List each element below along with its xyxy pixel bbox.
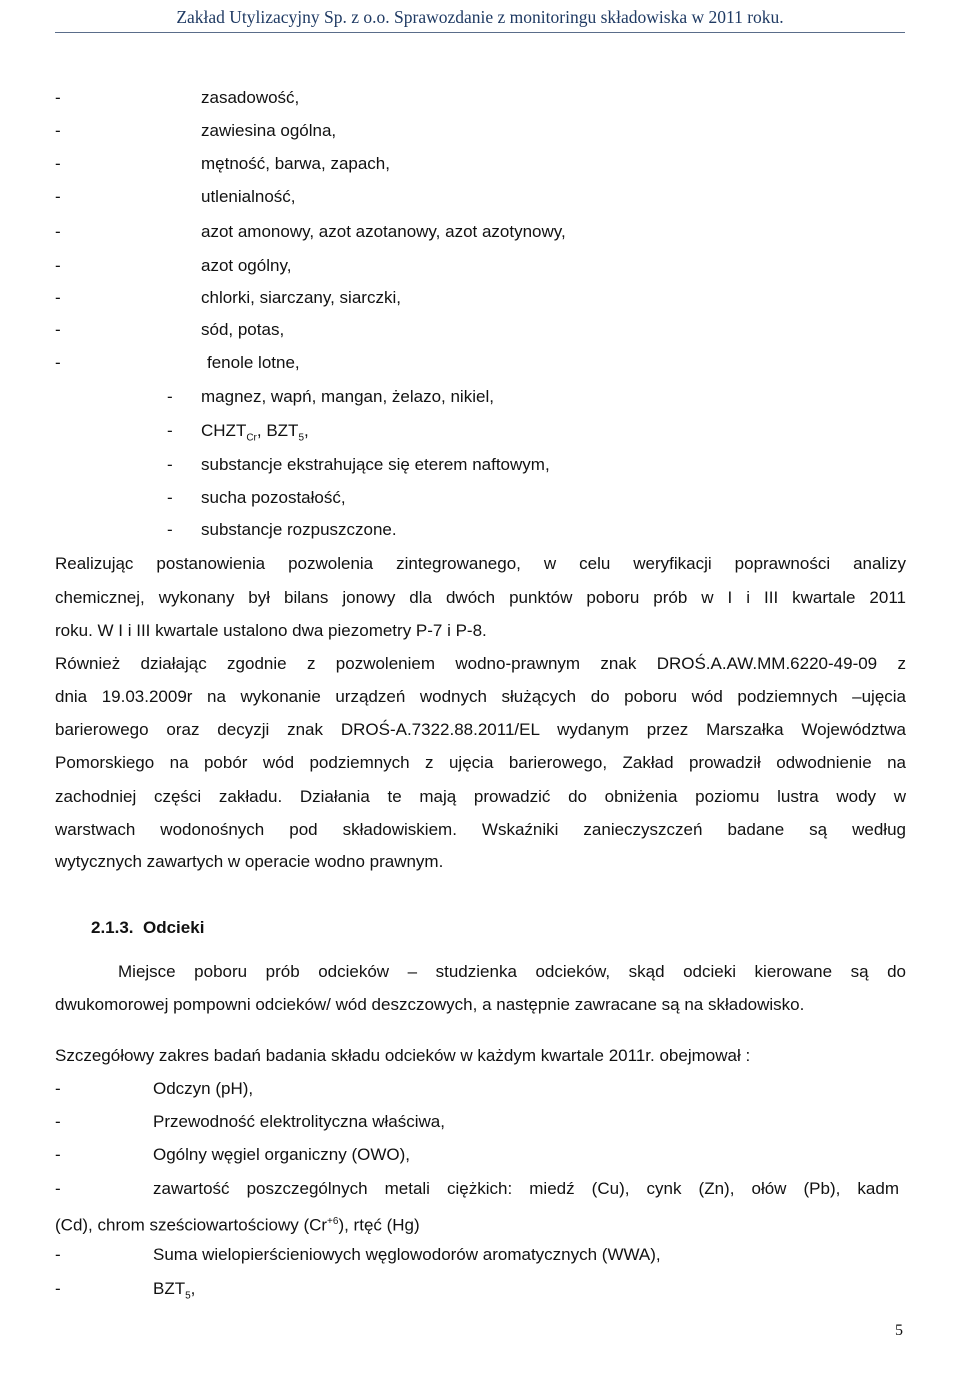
paragraph-line: wytycznych zawartych w operacie wodno prawnym. bbox=[55, 852, 444, 871]
list-item-end: , bbox=[190, 1279, 196, 1298]
list-item: chlorki, siarczany, siarczki, bbox=[201, 288, 401, 307]
list-item: Odczyn (pH), bbox=[153, 1079, 254, 1098]
list-dash: - bbox=[55, 256, 61, 275]
list-item: Suma wielopierścieniowych węglowodorów aromatycznych (WWA), bbox=[153, 1245, 661, 1264]
list-item: sucha pozostałość, bbox=[201, 488, 346, 507]
list-dash: - bbox=[55, 288, 61, 307]
list-item: zasadowość, bbox=[201, 88, 300, 107]
running-header: Zakład Utylizacyjny Sp. z o.o. Sprawozdanie z monitoringu składowiska w 2011 roku. bbox=[176, 7, 784, 27]
paragraph-line: dwukomorowej pompowni odcieków/ wód deszczowych, a następnie zawracane są na składowisko. bbox=[55, 995, 805, 1014]
chromium-superscript: +6 bbox=[327, 1216, 339, 1227]
list-item: magnez, wapń, mangan, żelazo, nikiel, bbox=[201, 387, 494, 406]
list-dash: - bbox=[55, 1145, 61, 1164]
bzt-text: BZT bbox=[153, 1279, 186, 1298]
list-dash: - bbox=[167, 421, 173, 440]
list-dash: - bbox=[55, 121, 61, 140]
paragraph-scope: Szczegółowy zakres badań badania składu odcieków w każdym kwartale 2011r. obejmował : bbox=[55, 1046, 751, 1065]
list-dash: - bbox=[55, 1112, 61, 1131]
list-item: fenole lotne, bbox=[207, 353, 300, 372]
list-item-bzt bbox=[153, 1279, 195, 1306]
metals-text: (Cd), chrom sześciowartościowy (Cr bbox=[55, 1215, 328, 1235]
header-rule bbox=[55, 32, 905, 33]
list-dash: - bbox=[55, 353, 61, 372]
paragraph-line: Pomorskiego na pobór wód podziemnych z ujęcia barierowego, Zakład prowadził odwodnienie na bbox=[55, 753, 906, 772]
list-item-chzt bbox=[201, 421, 309, 448]
section-number: 2.1.3. bbox=[91, 918, 134, 937]
list-dash: - bbox=[55, 1079, 61, 1098]
list-dash: - bbox=[167, 455, 173, 474]
list-item: Ogólny węgiel organiczny (OWO), bbox=[153, 1145, 410, 1164]
paragraph-line: Również działając zgodnie z pozwoleniem wodno-prawnym znak DROŚ.A.AW.MM.6220-49-09 z bbox=[55, 654, 906, 673]
list-dash: - bbox=[55, 1279, 61, 1298]
list-item: substancje ekstrahujące się eterem naftowym, bbox=[201, 455, 550, 474]
paragraph-line: Realizując postanowienia pozwolenia zintegrowanego, w celu weryfikacji poprawności analizy bbox=[55, 554, 906, 573]
paragraph-line: zachodniej części zakładu. Działania te mają prowadzić do obniżenia poziomu lustra wody w bbox=[55, 787, 906, 806]
section-title: Odcieki bbox=[143, 918, 205, 937]
page-number: 5 bbox=[895, 1322, 903, 1339]
list-item-end: , bbox=[304, 421, 309, 440]
paragraph-line: dnia 19.03.2009r na wykonanie urządzeń wodnych służących do poboru wód podziemnych –ujęcia bbox=[55, 687, 906, 706]
list-dash: - bbox=[167, 387, 173, 406]
list-dash: - bbox=[167, 488, 173, 507]
list-dash: - bbox=[55, 187, 61, 206]
list-item-metals: zawartość poszczególnych metali ciężkich: miedź (Cu), cynk (Zn), ołów (Pb), kadm bbox=[153, 1179, 899, 1198]
section-heading bbox=[91, 918, 204, 938]
paragraph-line: roku. W I i III kwartale ustalono dwa piezometry P-7 i P-8. bbox=[55, 621, 487, 640]
list-item: Przewodność elektrolityczna właściwa, bbox=[153, 1112, 445, 1131]
list-item: zawiesina ogólna, bbox=[201, 121, 337, 140]
list-item: mętność, barwa, zapach, bbox=[201, 154, 390, 173]
list-item: utlenialność, bbox=[201, 187, 296, 206]
paragraph-line: chemicznej, wykonany był bilans jonowy dla dwóch punktów poboru prób w I i III kwartale 2011 bbox=[55, 588, 906, 607]
metals-text-end: ), rtęć (Hg) bbox=[338, 1215, 420, 1235]
paragraph-line: barierowego oraz decyzji znak DROŚ-A.7322.88.2011/EL wydanym przez Marszałka Województwa bbox=[55, 720, 906, 739]
list-dash: - bbox=[55, 222, 61, 241]
list-item: azot ogólny, bbox=[201, 256, 292, 275]
paragraph-line: Miejsce poboru prób odcieków – studzienka odcieków, skąd odcieki kierowane są do bbox=[118, 962, 906, 981]
list-dash: - bbox=[55, 1179, 61, 1198]
list-dash: - bbox=[55, 1245, 61, 1264]
chzt-subscript: Cr bbox=[246, 432, 257, 444]
chzt-text: CHZT bbox=[201, 421, 247, 440]
list-item: substancje rozpuszczone. bbox=[201, 520, 397, 539]
list-item: sód, potas, bbox=[201, 320, 285, 339]
paragraph-line: warstwach wodonośnych pod składowiskiem. Wskaźniki zanieczyszczeń badane są według bbox=[55, 820, 906, 839]
list-dash: - bbox=[55, 154, 61, 173]
bzt-subscript: 5 bbox=[185, 1290, 191, 1302]
list-item: azot amonowy, azot azotanowy, azot azotynowy, bbox=[201, 222, 566, 241]
list-dash: - bbox=[55, 320, 61, 339]
list-dash: - bbox=[55, 88, 61, 107]
list-dash: - bbox=[167, 520, 173, 539]
bzt-subscript: 5 bbox=[298, 432, 305, 444]
bzt-text: , BZT bbox=[256, 421, 299, 440]
list-item-metals-cont bbox=[55, 1212, 420, 1236]
